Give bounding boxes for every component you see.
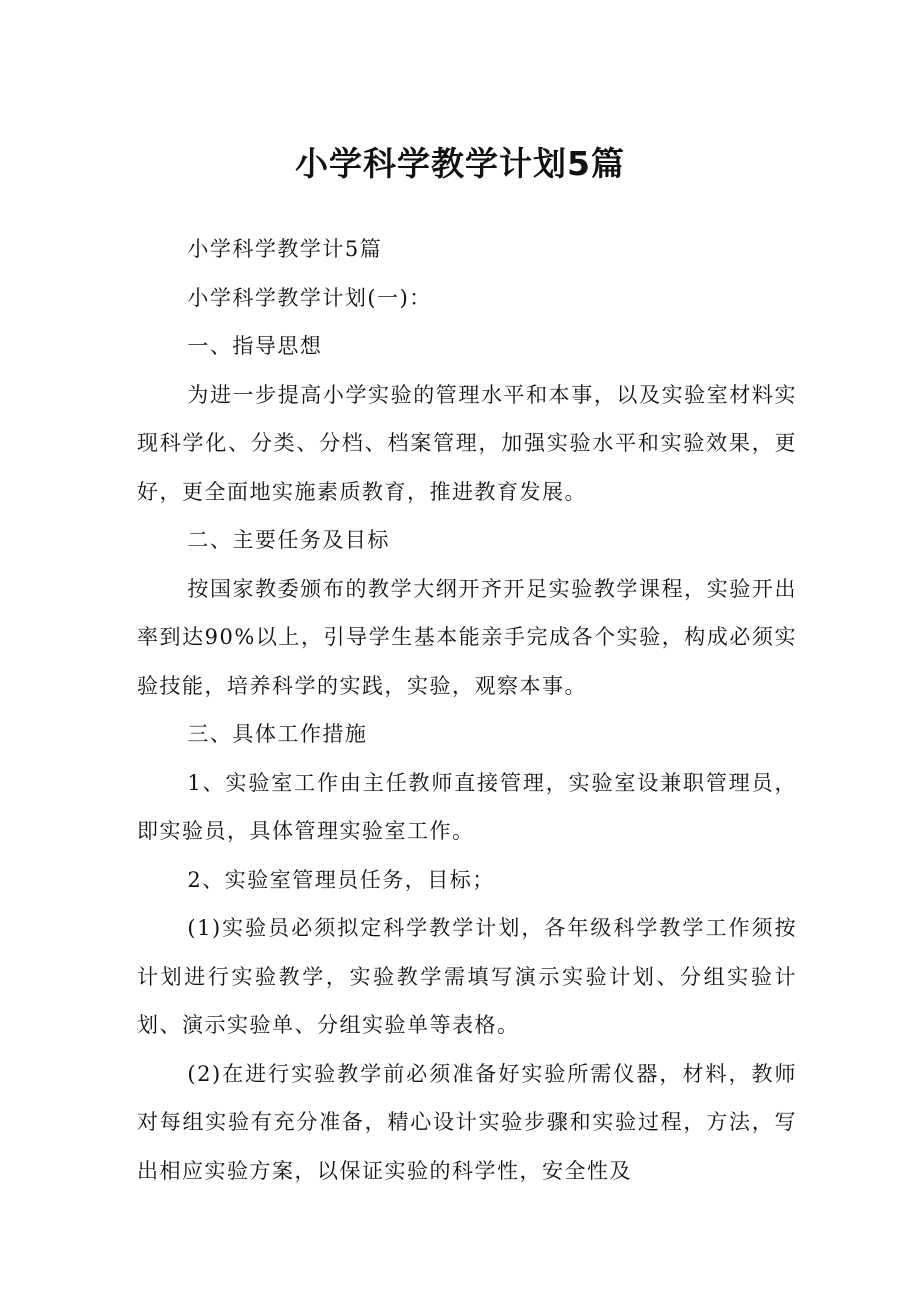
section-heading-guiding-thought: 一、指导思想 [187, 334, 323, 358]
paragraph-subtitle: 小学科学教学计5篇 [187, 237, 383, 261]
paragraph-measure-1: 1、实验室工作由主任教师直接管理，实验室设兼职管理员，即实验员，具体管理实验室工作。 [137, 770, 797, 843]
paragraph-measure-2-item-2: (2)在进行实验教学前必须准备好实验所需仪器，材料，教师对每组实验有充分准备，精心设计实验步骤和实验过程，方法，写出相应实验方案，以保证实验的科学性，安全性及 [137, 1061, 797, 1183]
paragraph-main-tasks: 按国家教委颁布的教学大纲开齐开足实验教学课程，实验开出率到达90%以上，引导学生基本能亲手完成各个实验，构成必须实验技能，培养科学的实践，实验，观察本事。 [137, 576, 797, 698]
paragraph-measure-2: 2、实验室管理员任务，目标； [187, 867, 495, 892]
document-body [137, 225, 797, 1195]
paragraph-measure-2-item-1: (1)实验员必须拟定科学教学计划，各年级科学教学工作须按计划进行实验教学，实验教学需填写演示实验计划、分组实验计划、演示实验单、分组实验单等表格。 [137, 916, 797, 1037]
section-heading-main-tasks: 二、主要任务及目标 [187, 528, 390, 552]
paragraph-guiding-thought: 为进一步提高小学实验的管理水平和本事，以及实验室材料实现科学化、分类、分档、档案管理，加强实验水平和实验效果，更好，更全面地实施素质教育，推进教育发展。 [137, 382, 797, 504]
paragraph-plan-heading: 小学科学教学计划(一)： [187, 285, 432, 310]
section-heading-measures: 三、具体工作措施 [187, 722, 368, 746]
document-title: 小学科学教学计划5篇 [295, 144, 625, 183]
